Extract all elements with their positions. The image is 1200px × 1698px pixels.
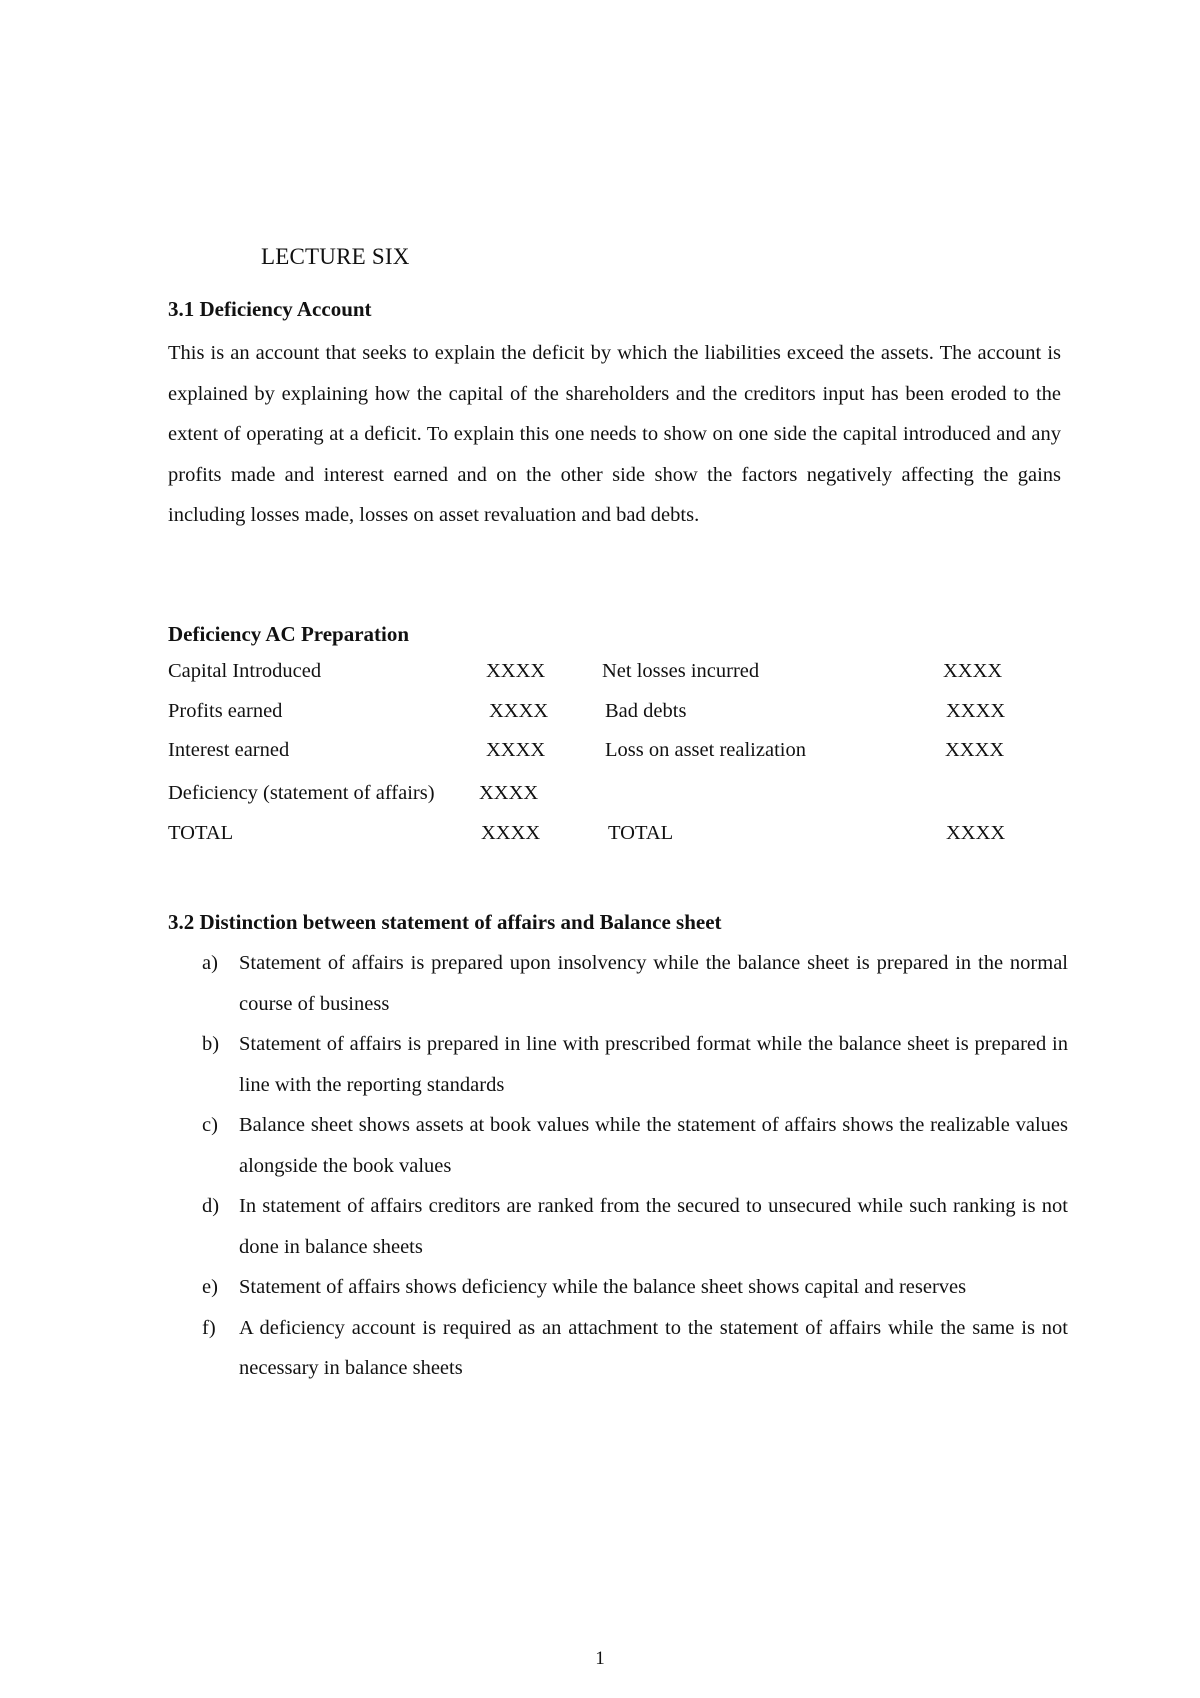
list-item: [168, 1308, 1068, 1389]
left-amount: XXXX: [486, 739, 546, 761]
list-item: [168, 1105, 1068, 1186]
list-marker: e): [202, 1276, 218, 1298]
list-item-text: Statement of affairs is prepared in line with prescribed format while the balance sheet is prepared in line with the reporting standards: [239, 1033, 1068, 1096]
distinction-list: [168, 943, 1068, 1389]
lecture-title: LECTURE SIX: [261, 244, 410, 269]
right-label: Loss on asset realization: [605, 739, 806, 761]
right-amount: XXXX: [943, 660, 1003, 682]
left-label: Deficiency (statement of affairs): [168, 782, 435, 804]
list-item-text: Statement of affairs shows deficiency while the balance sheet shows capital and reserves: [239, 1276, 967, 1298]
list-marker: b): [202, 1033, 220, 1055]
list-item: [168, 1024, 1068, 1105]
list-marker: a): [202, 952, 218, 974]
list-marker: c): [202, 1114, 218, 1136]
account-row: [168, 700, 1028, 730]
left-amount: XXXX: [486, 660, 546, 682]
list-item-text: Statement of affairs is prepared upon insolvency while the balance sheet is prepared in the normal course of business: [239, 952, 1068, 1015]
right-amount: XXXX: [945, 739, 1005, 761]
page-number: 1: [595, 1648, 605, 1669]
left-label: Capital Introduced: [168, 660, 322, 682]
right-label: Bad debts: [605, 700, 687, 722]
deficiency-account-paragraph: This is an account that seeks to explain the deficit by which the liabilities exceed the assets. The account is explained by explaining how the capital of the shareholders and the creditors input has been eroded to the extent of operating at a deficit. To explain this one needs to show on one side the capital introduced and any profits made and interest earned and on the other side show the factors negatively affecting the gains including losses made, losses on asset revaluation and bad debts.: [168, 342, 1061, 526]
list-item: [168, 1186, 1068, 1267]
list-item-text: A deficiency account is required as an attachment to the statement of affairs while the same is not necessary in balance sheets: [239, 1316, 1068, 1379]
account-row-total: [168, 822, 1028, 852]
left-label: Interest earned: [168, 739, 290, 761]
left-total-amount: XXXX: [481, 822, 541, 844]
right-label: Net losses incurred: [602, 660, 760, 682]
list-item-text: Balance sheet shows assets at book values while the statement of affairs shows the realizable values alongside the book values: [239, 1114, 1068, 1177]
list-item: [168, 1267, 1068, 1308]
right-amount: XXXX: [946, 700, 1006, 722]
account-row: [168, 660, 1028, 690]
account-row: [168, 739, 1028, 769]
list-marker: f): [202, 1316, 216, 1339]
left-amount: XXXX: [479, 782, 539, 804]
list-item: [168, 943, 1068, 1024]
section-heading-deficiency-preparation: Deficiency AC Preparation: [168, 622, 410, 646]
left-label: Profits earned: [168, 700, 283, 722]
left-amount: XXXX: [489, 700, 549, 722]
right-total-amount: XXXX: [946, 822, 1006, 844]
list-item-text: In statement of affairs creditors are ranked from the secured to unsecured while such ranking is not done in balance sheets: [239, 1195, 1068, 1258]
left-total-label: TOTAL: [168, 822, 234, 844]
right-total-label: TOTAL: [608, 822, 674, 844]
section-heading-deficiency-account: 3.1 Deficiency Account: [168, 297, 372, 321]
list-marker: d): [202, 1195, 220, 1217]
account-row: [168, 782, 1028, 812]
section-heading-distinction: 3.2 Distinction between statement of affairs and Balance sheet: [168, 910, 722, 934]
